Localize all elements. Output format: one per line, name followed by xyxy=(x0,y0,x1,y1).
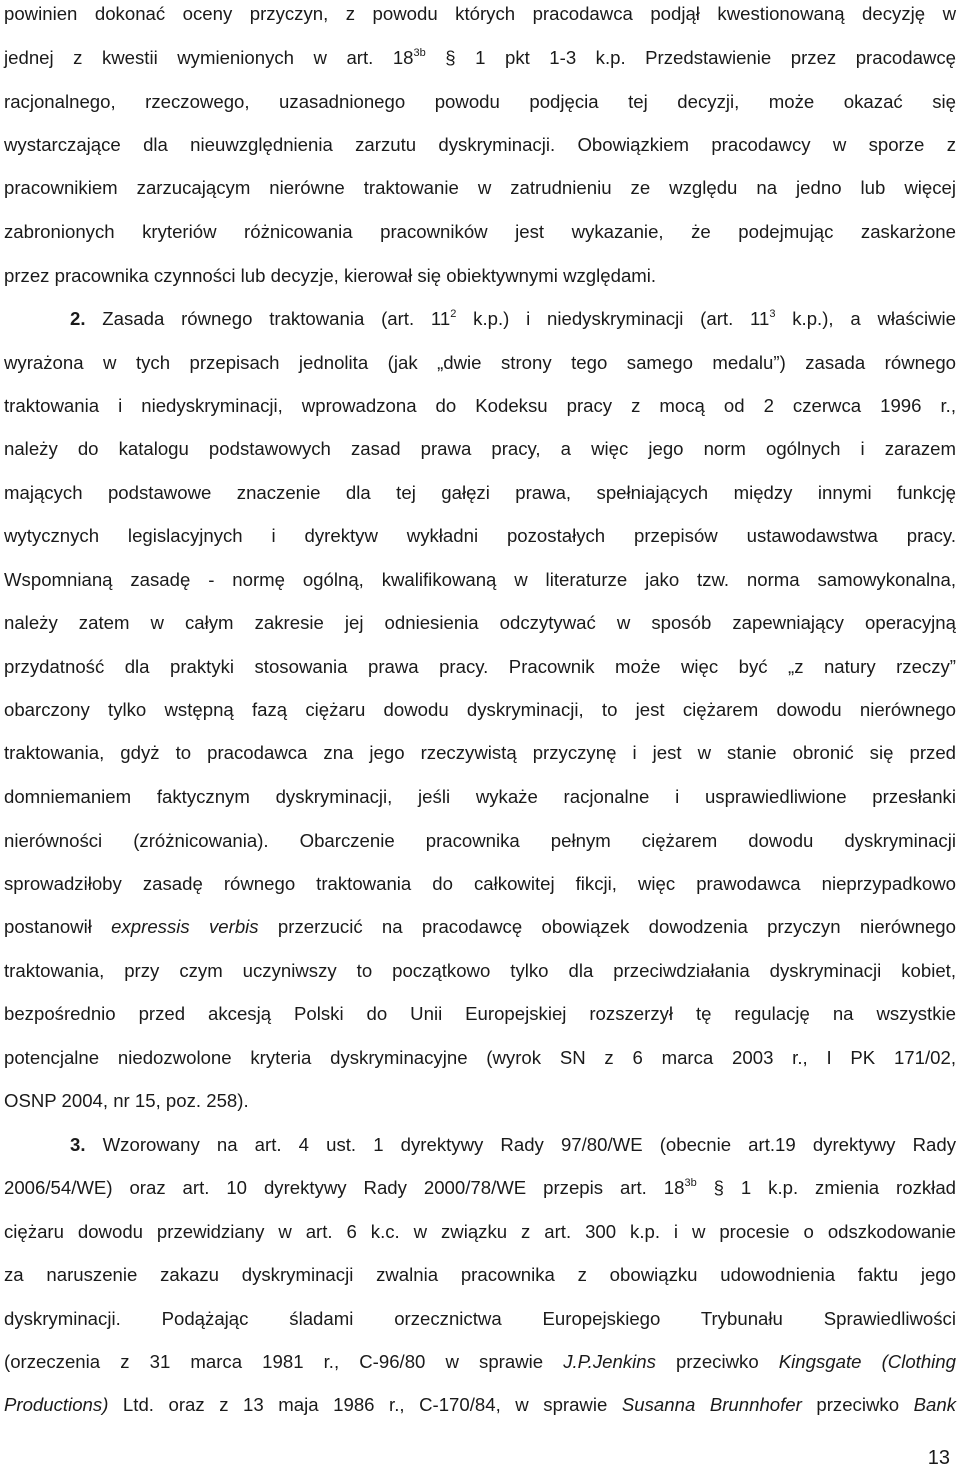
text-segment: postanowił xyxy=(4,916,112,937)
text-line xyxy=(70,306,956,332)
text-segment: zabronionych kryteriów różnicowania pracowników jest wykazanie, że podejmując zaskarżone xyxy=(4,221,956,242)
text-line xyxy=(4,828,956,854)
text-segment: wyrażona w tych przepisach jednolita (jak „dwie strony tego samego medalu”) zasada równego xyxy=(4,352,956,373)
text-line xyxy=(4,89,956,115)
text-line xyxy=(4,393,956,419)
text-line xyxy=(4,1392,956,1418)
text-segment: 2006/54/WE) oraz art. 10 dyrektywy Rady 2000/78/WE przepis art. 18 xyxy=(4,1177,685,1198)
text-segment: traktowania, gdyż to pracodawca zna jego rzeczywistą przyczynę i jest w stanie obronić się przed xyxy=(4,742,956,763)
page-number: 13 xyxy=(927,1447,950,1469)
italic-text: Kingsgate (Clothing xyxy=(778,1351,956,1372)
text-line xyxy=(4,697,956,723)
text-line xyxy=(4,1262,956,1288)
text-segment: ciężaru dowodu przewidziany w art. 6 k.c. w związku z art. 300 k.p. i w procesie o odszkodowanie xyxy=(4,1221,956,1242)
text-segment: Wzorowany na art. 4 ust. 1 dyrektywy Rady 97/80/WE (obecnie art.19 dyrektywy Rady xyxy=(85,1134,956,1155)
text-line xyxy=(4,567,956,593)
text-line xyxy=(4,175,956,201)
italic-text: expressis verbis xyxy=(111,916,259,937)
superscript: 3b xyxy=(684,1176,697,1189)
text-line xyxy=(4,610,956,636)
section-number: 3. xyxy=(70,1134,86,1155)
text-line xyxy=(4,219,956,245)
text-line xyxy=(4,1349,956,1375)
text-segment: nierówności (zróżnicowania). Obarczenie pracownika pełnym ciężarem dowodu dyskryminacji xyxy=(4,830,956,851)
text-segment: OSNP 2004, nr 15, poz. 258). xyxy=(4,1090,249,1111)
text-line xyxy=(4,784,956,810)
text-segment: traktowania i niedyskryminacji, wprowadzona do Kodeksu pracy z mocą od 2 czerwca 1996 r., xyxy=(4,395,956,416)
text-segment: § 1 k.p. zmienia rozkład xyxy=(696,1177,956,1198)
text-line xyxy=(4,1306,956,1332)
text-line xyxy=(4,45,956,71)
text-line xyxy=(4,480,956,506)
superscript: 2 xyxy=(450,307,457,320)
text-segment: pracownikiem zarzucającym nierówne traktowanie w zatrudnieniu ze względu na jedno lub więcej xyxy=(4,177,956,198)
text-line xyxy=(4,654,956,680)
italic-text: J.P.Jenkins xyxy=(563,1351,656,1372)
text-segment: jednej z kwestii wymienionych w art. 18 xyxy=(4,47,414,68)
text-line xyxy=(70,1132,956,1158)
text-segment: racjonalnego, rzeczowego, uzasadnionego powodu podjęcia tej decyzji, może okazać się xyxy=(4,91,956,112)
text-segment: k.p.) i niedyskryminacji (art. 11 xyxy=(456,308,770,329)
text-segment: przeciwko xyxy=(801,1394,914,1415)
text-segment: Wspomnianą zasadę - normę ogólną, kwalifikowaną w literaturze jako tzw. norma samowykonalna, xyxy=(4,569,956,590)
text-line xyxy=(4,958,956,984)
italic-text: Susanna Brunnhofer xyxy=(621,1394,802,1415)
section-number: 2. xyxy=(70,308,86,329)
text-segment: przez pracownika czynności lub decyzje, kierował się obiektywnymi względami. xyxy=(4,265,657,286)
superscript: 3b xyxy=(413,46,426,59)
text-line xyxy=(4,1,956,27)
text-line xyxy=(4,263,956,289)
text-line xyxy=(4,523,956,549)
text-segment: za naruszenie zakazu dyskryminacji zwalnia pracownika z obowiązku udowodnienia faktu jego xyxy=(4,1264,956,1285)
italic-text: Productions) xyxy=(4,1394,109,1415)
text-segment: k.p.), a właściwie xyxy=(775,308,956,329)
superscript: 3 xyxy=(769,307,776,320)
text-segment: dyskryminacji. Podążając śladami orzecznictwa Europejskiego Trybunału Sprawiedliwości xyxy=(4,1308,956,1329)
text-segment: przydatność dla praktyki stosowania prawa pracy. Pracownik może więc być „z natury rzeczy” xyxy=(4,656,956,677)
text-line xyxy=(4,132,956,158)
text-segment: domniemaniem faktycznym dyskryminacji, jeśli wykaże racjonalne i usprawiedliwione przesłanki xyxy=(4,786,956,807)
text-line xyxy=(4,1001,956,1027)
text-segment: wystarczające dla nieuwzględnienia zarzutu dyskryminacji. Obowiązkiem pracodawcy w sporze z xyxy=(4,134,956,155)
text-line xyxy=(4,350,956,376)
text-segment: sprowadziłoby zasadę równego traktowania do całkowitej fikcji, więc prawodawca nieprzypadkowo xyxy=(4,873,956,894)
text-segment: Zasada równego traktowania (art. 11 xyxy=(85,308,451,329)
text-line xyxy=(4,1045,956,1071)
text-segment: obarczony tylko wstępną fazą ciężaru dowodu dyskryminacji, to jest ciężarem dowodu nierównego xyxy=(4,699,956,720)
text-segment: przerzucić na pracodawcę obowiązek dowodzenia przyczyn nierównego xyxy=(258,916,956,937)
text-segment: należy do katalogu podstawowych zasad prawa pracy, a więc jego norm ogólnych i zarazem xyxy=(4,438,956,459)
text-segment: Ltd. oraz z 13 maja 1986 r., C-170/84, w sprawie xyxy=(108,1394,622,1415)
text-segment: (orzeczenia z 31 marca 1981 r., C-96/80 w sprawie xyxy=(4,1351,564,1372)
text-segment: powinien dokonać oceny przyczyn, z powodu których pracodawca podjął kwestionowaną decyzję w xyxy=(4,3,956,24)
italic-text: Bank xyxy=(913,1394,956,1415)
text-line xyxy=(4,1175,956,1201)
text-line xyxy=(4,871,956,897)
text-line xyxy=(4,914,956,940)
text-segment: przeciwko xyxy=(655,1351,779,1372)
text-segment: potencjalne niedozwolone kryteria dyskryminacyjne (wyrok SN z 6 marca 2003 r., I PK 171/02, xyxy=(4,1047,956,1068)
text-line xyxy=(4,1219,956,1245)
text-segment: mających podstawowe znaczenie dla tej gałęzi prawa, spełniających między innymi funkcję xyxy=(4,482,956,503)
text-segment: wytycznych legislacyjnych i dyrektyw wykładni pozostałych przepisów ustawodawstwa pracy. xyxy=(4,525,956,546)
text-line xyxy=(4,1088,956,1114)
text-segment: należy zatem w całym zakresie jej odniesienia odczytywać w sposób zapewniający operacyjną xyxy=(4,612,956,633)
text-segment: traktowania, przy czym uczyniwszy to początkowo tylko dla przeciwdziałania dyskryminacji kobiet, xyxy=(4,960,956,981)
text-line xyxy=(4,740,956,766)
text-segment: bezpośrednio przed akcesją Polski do Unii Europejskiej rozszerzył tę regulację na wszystkie xyxy=(4,1003,956,1024)
text-line xyxy=(4,436,956,462)
text-segment: § 1 pkt 1-3 k.p. Przedstawienie przez pracodawcę xyxy=(425,47,956,68)
